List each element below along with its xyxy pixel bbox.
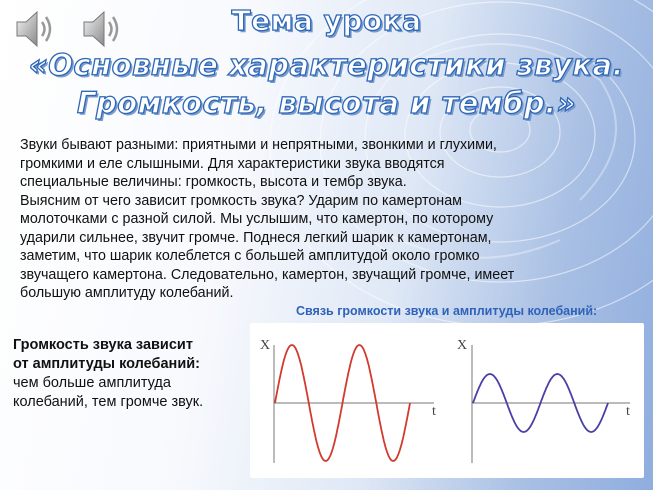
right-x-label: t	[626, 404, 630, 419]
intro-line: Звуки бывают разными: приятными и непрятными, звонкими и глухими,	[20, 137, 497, 153]
intro-line: специальные величины: громкость, высота и тембр звука.	[20, 174, 407, 190]
conclusion-text	[13, 336, 253, 412]
slide-subtitle-line1: «Основные характеристики звука.	[28, 48, 625, 82]
slide-subtitle-line2: Громкость, высота и тембр.»	[76, 86, 577, 120]
conclusion-bold-line: от амплитуды колебаний:	[13, 356, 200, 372]
conclusion-line: чем больше амплитуда	[13, 375, 171, 391]
left-y-label: X	[260, 338, 271, 353]
oscillation-graphs	[250, 323, 644, 478]
graphs-svg	[250, 323, 644, 478]
conclusion-line: колебаний, тем громче звук.	[13, 394, 204, 410]
right-y-label: X	[457, 338, 468, 353]
intro-paragraph	[20, 136, 600, 303]
left-x-label: t	[432, 404, 436, 419]
graphs-caption: Связь громкости звука и амплитуды колебаний:	[296, 304, 598, 318]
intro-line: ударили сильнее, звучит громче. Поднеся легкий шарик к камертонам,	[20, 229, 492, 246]
intro-line: молоточками с разной силой. Мы услышим, что камертон, по которому	[20, 211, 494, 227]
intro-line: большую амплитуду колебаний.	[20, 285, 234, 301]
intro-line: Выясним от чего зависит громкость звука? Ударим по камертонам	[20, 192, 462, 209]
conclusion-bold-line: Громкость звука зависит	[13, 337, 193, 353]
intro-line: заметим, что шарик колеблется с большей амплитудой около громко	[20, 248, 480, 264]
slide-title: Тема урока	[231, 4, 422, 37]
intro-line: звучащего камертона. Следовательно, камертон, звучащий громче, имеет	[20, 266, 515, 283]
intro-line: громкими и еле слышными. Для характеристики звука вводятся	[20, 155, 445, 172]
